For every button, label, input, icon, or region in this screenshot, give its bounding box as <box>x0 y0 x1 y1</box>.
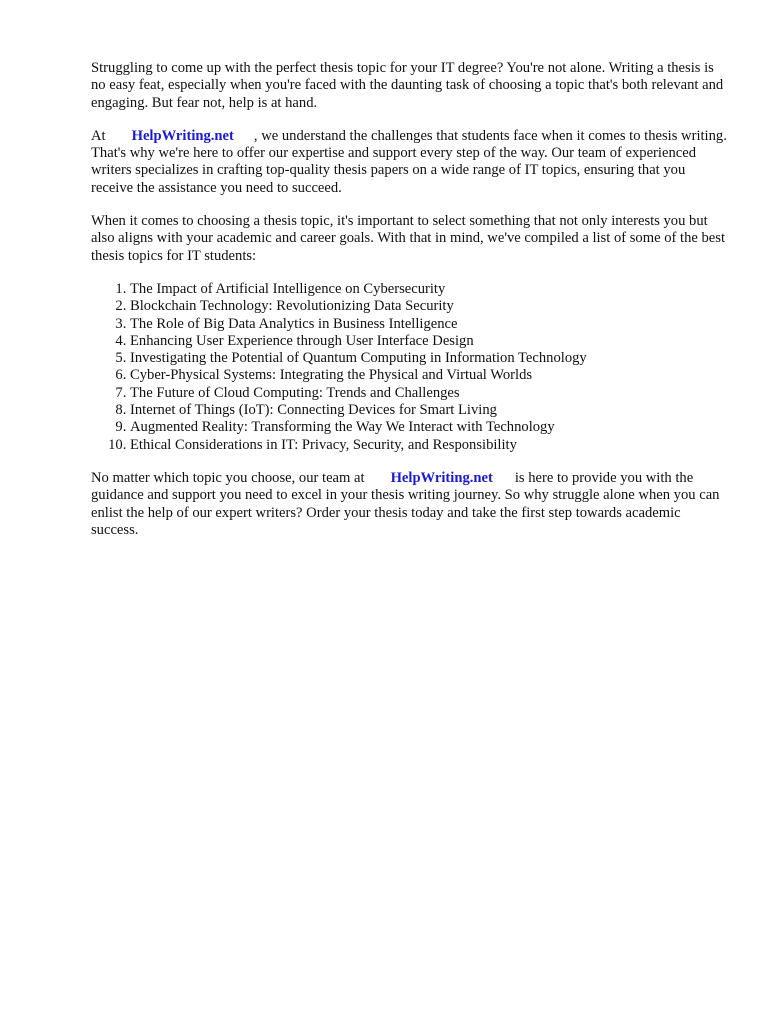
list-item: 6. Cyber-Physical Systems: Integrating the Physical and Virtual Worlds <box>130 367 731 384</box>
list-item: 3. The Role of Big Data Analytics in Business Intelligence <box>130 316 731 333</box>
about-paragraph <box>91 128 731 197</box>
closing-paragraph-lead: No matter which topic you choose, our team at <box>91 469 365 486</box>
topics-intro-paragraph: When it comes to choosing a thesis topic, it's important to select something that not only interests you but also aligns with your academic and career goals. With that in mind, we've compiled a list of some of the best thesis topics for IT students: <box>91 213 725 264</box>
list-item: 2. Blockchain Technology: Revolutionizing Data Security <box>130 298 731 315</box>
list-item: 10. Ethical Considerations in IT: Privacy, Security, and Responsibility <box>130 437 731 454</box>
list-item: 4. Enhancing User Experience through User Interface Design <box>130 333 731 350</box>
list-item: 5. Investigating the Potential of Quantum Computing in Information Technology <box>130 350 731 367</box>
list-item: 1. The Impact of Artificial Intelligence on Cybersecurity <box>130 281 731 298</box>
intro-paragraph: Struggling to come up with the perfect thesis topic for your IT degree? You're not alone. Writing a thesis is no easy feat, especially when you're faced with the daunting task of choosing a topic that's both relevant and engaging. But fear not, help is at hand. <box>91 60 724 111</box>
closing-paragraph <box>91 470 731 539</box>
topics-list <box>91 281 731 454</box>
helpwriting-link[interactable]: HelpWriting.net <box>390 469 493 486</box>
list-item: 9. Augmented Reality: Transforming the Way We Interact with Technology <box>130 419 731 436</box>
document-page <box>91 60 731 555</box>
about-paragraph-lead: At <box>91 127 106 144</box>
list-item: 8. Internet of Things (IoT): Connecting Devices for Smart Living <box>130 402 731 419</box>
helpwriting-link[interactable]: HelpWriting.net <box>131 127 234 144</box>
about-paragraph-body: , we understand the challenges that students face when it comes to thesis writing. That's why we're here to offer our expertise and support every step of the way. Our team of experienced writers specializes in crafting top-quality thesis papers on a wide range of IT topics, ensuring that you receive the assistance you need to succeed. <box>91 127 727 196</box>
list-item: 7. The Future of Cloud Computing: Trends and Challenges <box>130 385 731 402</box>
closing-paragraph-body: is here to provide you with the guidance and support you need to excel in your thesis writing journey. So why struggle alone when you can enlist the help of our expert writers? Order your thesis today and take the first step towards academic success. <box>91 469 720 538</box>
